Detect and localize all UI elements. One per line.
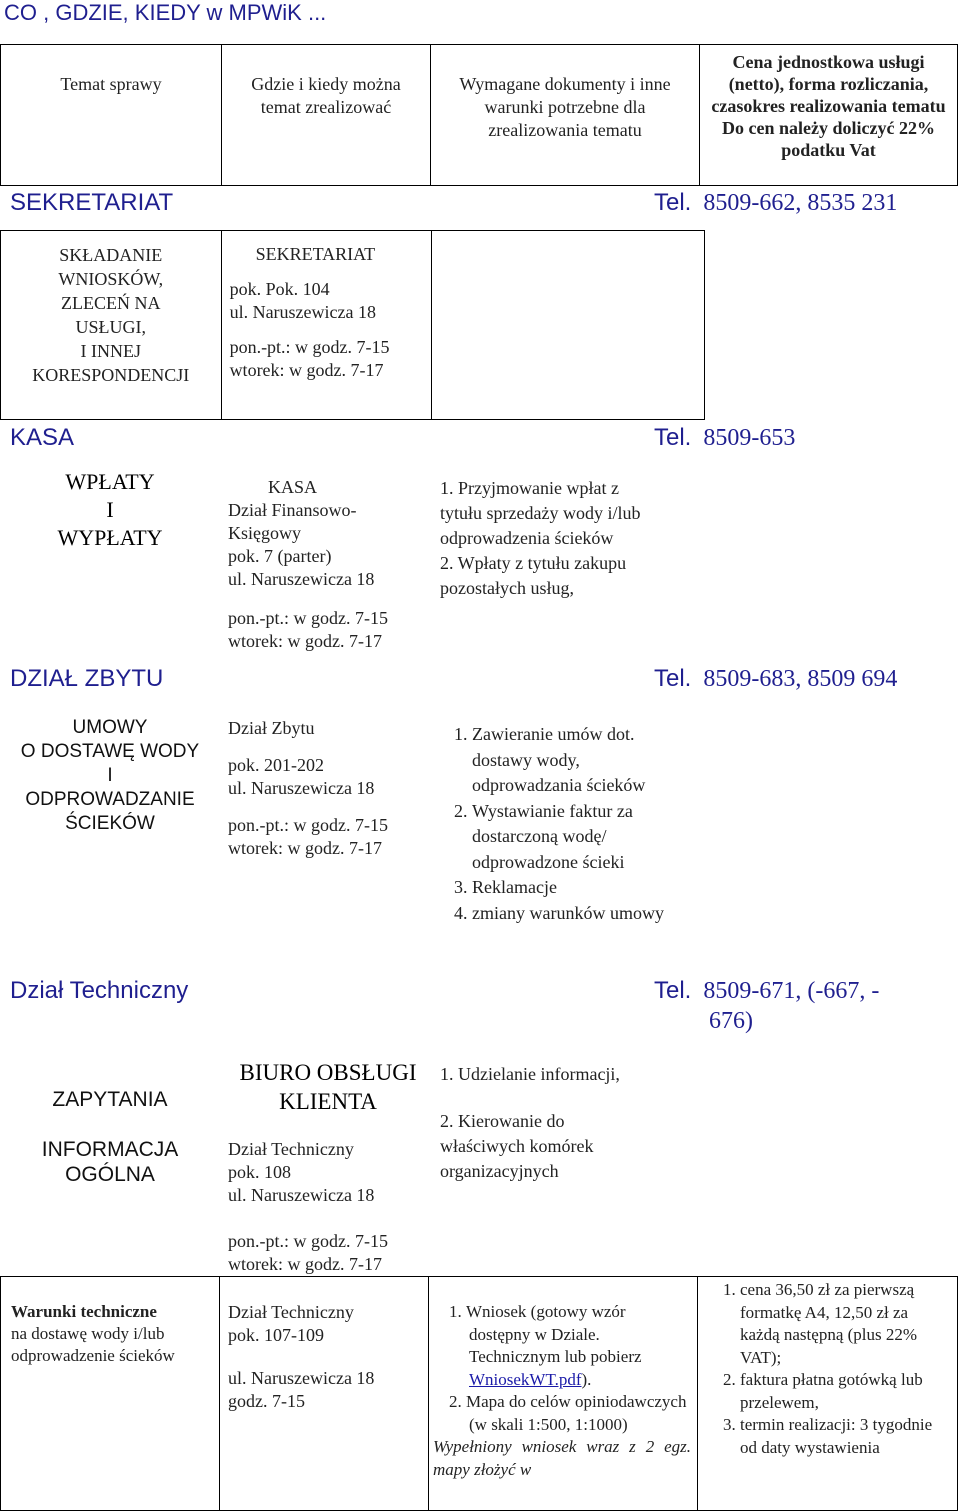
list-item: 1. cena 36,50 zł za pierwszą formatkę A4, 12,50 zł za każdą następną (plus 22% VAT); [740, 1279, 949, 1369]
tel-sekretariat [654, 189, 897, 217]
tel-techniczny-cont: 676) [709, 1008, 753, 1034]
tech-conditions-table [0, 1276, 958, 1511]
zbyt-topic: UMOWY O DOSTAWĘ WODY I ODPROWADZANIE ŚCIEKÓW [20, 717, 200, 834]
list-item: 1. Wniosek (gotowy wzór dostępny w Dziale. Technicznym lub pobierz WniosekWT.pdf). [433, 1301, 691, 1391]
list-item: 2. faktura płatna gotówką lub przelewem, [740, 1369, 949, 1414]
kasa-topic: WPŁATY I WYPŁATY [57, 469, 163, 550]
list-item: 4. zmiany warunków umowy [472, 901, 680, 927]
page-title: CO , GDZIE, KIEDY w MPWiK ... [4, 0, 327, 25]
kasa-where: KASA Dział Finansowo- Księgowy pok. 7 (parter) ul. Naruszewicza 18 pon.-pt.: w godz. 7-15 wtorek: w godz. 7-17 [228, 477, 388, 651]
header-topic: Temat sprawy [1, 45, 222, 186]
list-item: 3. Reklamacje [472, 875, 680, 901]
sekretariat-where: SEKRETARIAT pok. Pok. 104 ul. Naruszewicza 18 pon.-pt.: w godz. 7-15 wtorek: w godz. 7-17 [221, 231, 431, 420]
tel-label: Tel. [654, 665, 692, 692]
tel-number: 8509-662, 8535 231 [703, 190, 898, 216]
zbyt-docs [440, 722, 680, 926]
section-title-kasa: KASA [10, 424, 75, 451]
header-docs: Wymagane dokumenty i inne warunki potrzebne dla zrealizowania tematu [431, 45, 700, 186]
section-title-sekretariat: SEKRETARIAT [10, 189, 174, 216]
list-item: 2. Mapa do celów opiniodawczych (w skali 1:500, 1:1000) [433, 1391, 691, 1436]
tech-where-2: Dział Techniczny pok. 107-109 ul. Naruszewicza 18 godz. 7-15 [220, 1277, 429, 1511]
tel-label: Tel. [654, 424, 692, 451]
zbyt-where: Dział Zbytu pok. 201-202 ul. Naruszewicza 18 pon.-pt.: w godz. 7-15 wtorek: w godz. 7-17 [228, 718, 388, 858]
tel-kasa [654, 424, 795, 452]
section-title-zbyt: DZIAŁ ZBYTU [10, 665, 164, 692]
tel-number: 8509-683, 8509 694 [703, 666, 898, 692]
tech-note: Wypełniony wniosek wraz z 2 egz. mapy złożyć w [433, 1437, 691, 1479]
list-item: 1. Zawieranie umów dot. dostawy wody, odprowadzania ścieków [472, 722, 680, 799]
kasa-docs: 1. Przyjmowanie wpłat z tytułu sprzedaży wody i/lub odprowadzenia ścieków 2. Wpłaty z tytułu zakupu pozostałych usług, [440, 478, 641, 598]
sekretariat-topic: SKŁADANIE WNIOSKÓW, ZLECEŃ NA USŁUGI, I INNEJ KORESPONDENCJI [1, 231, 222, 420]
tech-docs-2 [429, 1277, 698, 1511]
tech-where-title: BIURO OBSŁUGI KLIENTA [239, 1060, 417, 1114]
tel-number: 8509-671, (-667, - [703, 978, 880, 1004]
header-price: Cena jednostkowa usługi (netto), forma rozliczania, czasokres realizowania tematu Do cen należy doliczyć 22% podatku Vat [700, 45, 958, 186]
list-item: 3. termin realizacji: 3 tygodnie od daty wystawienia [740, 1414, 949, 1459]
tel-techniczny [654, 977, 879, 1005]
list-item: 2. Wystawianie faktur za dostarczoną wodę/ odprowadzone ścieki [472, 799, 680, 876]
wniosek-pdf-link[interactable]: WniosekWT.pdf [469, 1369, 582, 1389]
tel-number: 8509-653 [703, 425, 796, 451]
tech-topic-1: ZAPYTANIA INFORMACJA OGÓLNA [41, 1088, 179, 1186]
section-title-techniczny: Dział Techniczny [10, 977, 189, 1004]
sekretariat-table [0, 230, 705, 420]
sekretariat-docs [432, 231, 705, 420]
tech-price-2 [698, 1277, 958, 1511]
tel-label: Tel. [654, 189, 692, 216]
tel-zbyt [654, 665, 897, 693]
header-where: Gdzie i kiedy można temat zrealizować [222, 45, 431, 186]
tech-where-1: Dział Techniczny pok. 108 ul. Naruszewicza 18 pon.-pt.: w godz. 7-15 wtorek: w godz. 7-17 [228, 1139, 388, 1274]
tech-docs-1: 1. Udzielanie informacji, 2. Kierowanie do właściwych komórek organizacyjnych [440, 1064, 620, 1181]
tel-label: Tel. [654, 977, 692, 1004]
tech-topic-2: Warunki techniczne na dostawę wody i/lub odprowadzenie ścieków [1, 1277, 220, 1511]
header-table [0, 44, 958, 186]
